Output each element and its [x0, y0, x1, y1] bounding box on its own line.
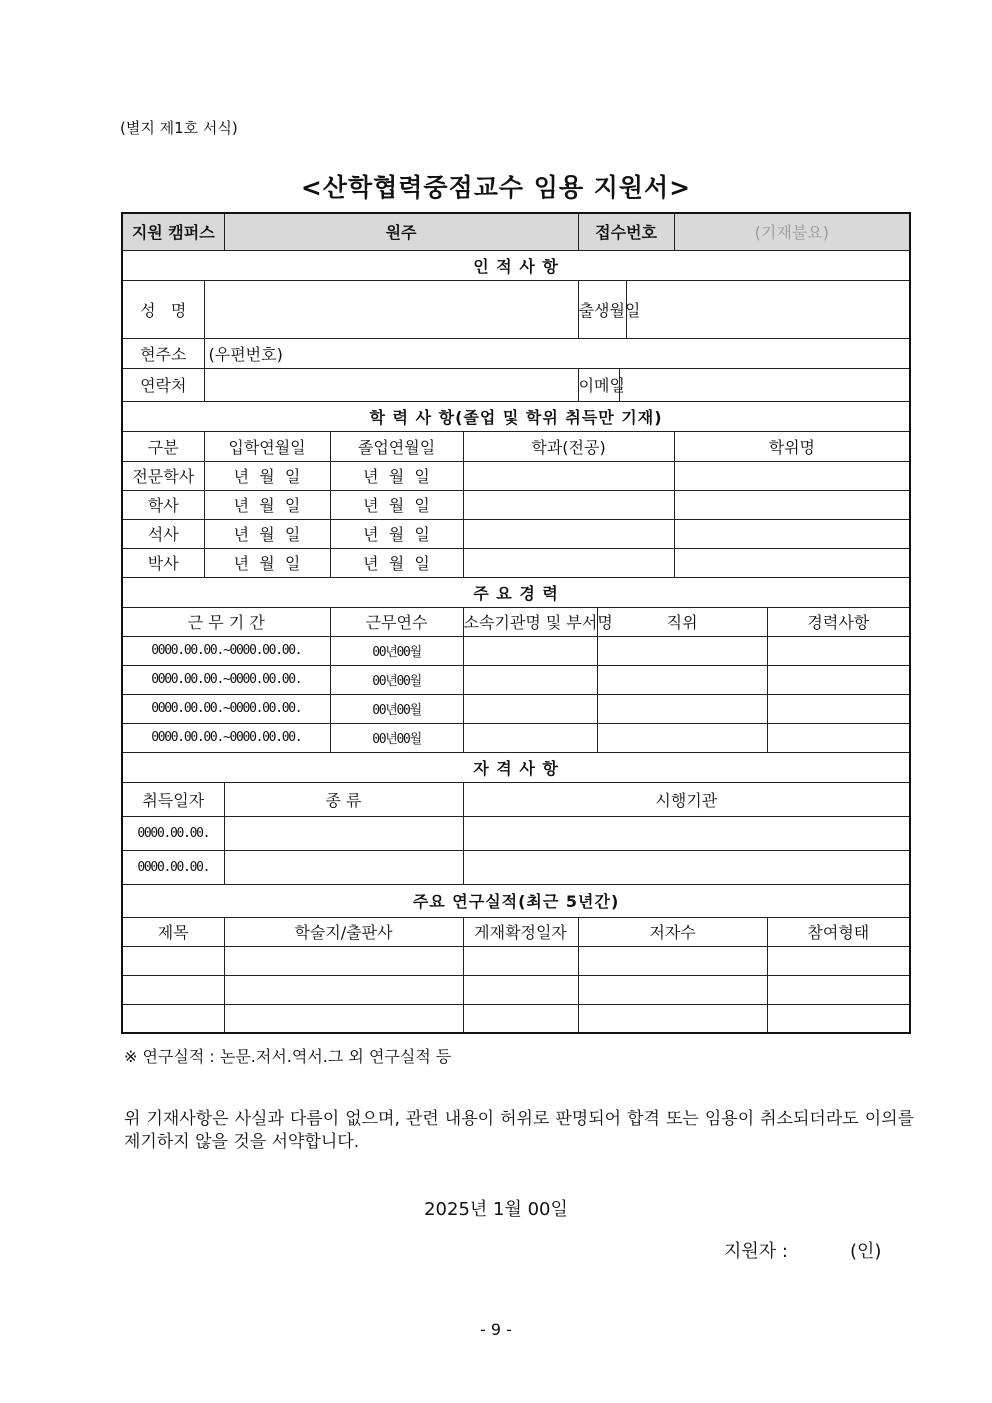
career-header: 경력사항: [767, 607, 910, 636]
work-period[interactable]: 0000.00.00.~0000.00.00.: [122, 723, 330, 752]
acquisition-date[interactable]: 0000.00.00.: [122, 850, 224, 884]
author-count-field[interactable]: [578, 946, 767, 975]
receipt-number-value: (기재불요): [674, 213, 910, 250]
career-row: [122, 694, 910, 723]
address-label: 현주소: [122, 338, 204, 368]
career-detail-field[interactable]: [767, 694, 910, 723]
research-row: [122, 975, 910, 1004]
work-years[interactable]: 00년00월: [330, 636, 463, 665]
career-header: 근무연수: [330, 607, 463, 636]
career-header: 소속기관명 및 부서명: [463, 607, 597, 636]
education-row: [122, 519, 910, 548]
career-section-title: 주 요 경 력: [122, 577, 910, 607]
degree-level: 학사: [122, 490, 204, 519]
publication-date-field[interactable]: [463, 975, 578, 1004]
degree-name-field[interactable]: [674, 490, 910, 519]
degree-name-field[interactable]: [674, 548, 910, 577]
journal-field[interactable]: [224, 946, 463, 975]
career-row: [122, 665, 910, 694]
qualification-header: 종 류: [224, 782, 463, 816]
publication-date-field[interactable]: [463, 946, 578, 975]
career-detail-field[interactable]: [767, 665, 910, 694]
major-field[interactable]: [463, 519, 674, 548]
education-row: [122, 461, 910, 490]
issuing-agency-field[interactable]: [463, 816, 910, 850]
name-label: 성 명: [122, 280, 204, 338]
graduation-date[interactable]: 년 월 일: [330, 490, 463, 519]
major-field[interactable]: [463, 490, 674, 519]
application-form-table: [121, 212, 911, 1034]
research-header: 제목: [122, 917, 224, 946]
work-years[interactable]: 00년00월: [330, 665, 463, 694]
qualification-header: 취득일자: [122, 782, 224, 816]
entry-date[interactable]: 년 월 일: [204, 548, 330, 577]
education-section-title: 학 력 사 항(졸업 및 학위 취득만 기재): [122, 401, 910, 431]
work-years[interactable]: 00년00월: [330, 723, 463, 752]
qualification-header-row: [122, 782, 910, 816]
research-note: ※ 연구실적 : 논문.저서.역서.그 외 연구실적 등: [124, 1047, 452, 1066]
campus-row: [122, 213, 910, 250]
entry-date[interactable]: 년 월 일: [204, 490, 330, 519]
career-header-row: [122, 607, 910, 636]
education-row: [122, 548, 910, 577]
research-header-row: [122, 917, 910, 946]
degree-level: 석사: [122, 519, 204, 548]
work-period[interactable]: 0000.00.00.~0000.00.00.: [122, 694, 330, 723]
research-row: [122, 1004, 910, 1033]
education-header: 졸업연월일: [330, 431, 463, 461]
degree-name-field[interactable]: [674, 519, 910, 548]
work-years[interactable]: 00년00월: [330, 694, 463, 723]
qualification-section-title: 자 격 사 항: [122, 752, 910, 782]
career-header: 직위: [597, 607, 767, 636]
acquisition-date[interactable]: 0000.00.00.: [122, 816, 224, 850]
graduation-date[interactable]: 년 월 일: [330, 461, 463, 490]
research-header: 학술지/출판사: [224, 917, 463, 946]
application-date: 2025년 1월 00일: [424, 1199, 568, 1220]
organization-field[interactable]: [463, 665, 597, 694]
birth-date-label: 출생월일: [578, 280, 626, 338]
research-header: 게재확정일자: [463, 917, 578, 946]
graduation-date[interactable]: 년 월 일: [330, 519, 463, 548]
research-title-field[interactable]: [122, 1004, 224, 1033]
publication-date-field[interactable]: [463, 1004, 578, 1033]
entry-date[interactable]: 년 월 일: [204, 461, 330, 490]
document-title: <산학협력중점교수 임용 지원서>: [300, 173, 692, 202]
email-label: 이메일: [578, 368, 619, 401]
research-row: [122, 946, 910, 975]
career-header: 근 무 기 간: [122, 607, 330, 636]
birth-date-field[interactable]: [626, 280, 910, 338]
contact-field[interactable]: [204, 368, 578, 401]
seal-mark[interactable]: (인): [850, 1241, 882, 1262]
education-header-row: [122, 431, 910, 461]
page-number: - 9 -: [480, 1320, 512, 1339]
campus-value: 원주: [224, 213, 578, 250]
journal-field[interactable]: [224, 1004, 463, 1033]
qualification-type-field[interactable]: [224, 816, 463, 850]
position-field[interactable]: [597, 723, 767, 752]
position-field[interactable]: [597, 694, 767, 723]
research-section-title: 주요 연구실적(최근 5년간): [122, 884, 910, 917]
participation-field[interactable]: [767, 975, 910, 1004]
research-title-field[interactable]: [122, 975, 224, 1004]
form-number-note: (별지 제1호 서식): [120, 119, 238, 137]
degree-name-field[interactable]: [674, 461, 910, 490]
journal-field[interactable]: [224, 975, 463, 1004]
author-count-field[interactable]: [578, 1004, 767, 1033]
major-field[interactable]: [463, 548, 674, 577]
pledge-statement: 위 기재사항은 사실과 다름이 없으며, 관련 내용이 허위로 판명되어 합격 또는 임용이 취소되더라도 이의를 제기하지 않을 것을 서약합니다.: [124, 1109, 914, 1152]
education-header: 학과(전공): [463, 431, 674, 461]
education-header: 입학연월일: [204, 431, 330, 461]
address-row: [122, 338, 910, 368]
work-period[interactable]: 0000.00.00.~0000.00.00.: [122, 636, 330, 665]
applicant-label: 지원자 :: [724, 1241, 788, 1262]
qualification-type-field[interactable]: [224, 850, 463, 884]
education-header: 구분: [122, 431, 204, 461]
contact-row: [122, 368, 910, 401]
organization-field[interactable]: [463, 723, 597, 752]
personal-section-title: 인 적 사 항: [122, 250, 910, 280]
qualification-row: [122, 816, 910, 850]
position-field[interactable]: [597, 665, 767, 694]
graduation-date[interactable]: 년 월 일: [330, 548, 463, 577]
receipt-number-label: 접수번호: [578, 213, 674, 250]
qualification-row: [122, 850, 910, 884]
career-row: [122, 723, 910, 752]
degree-level: 박사: [122, 548, 204, 577]
name-field[interactable]: [204, 280, 578, 338]
name-row: [122, 280, 910, 338]
career-detail-field[interactable]: [767, 636, 910, 665]
author-count-field[interactable]: [578, 975, 767, 1004]
career-row: [122, 636, 910, 665]
organization-field[interactable]: [463, 694, 597, 723]
participation-field[interactable]: [767, 946, 910, 975]
address-field[interactable]: (우편번호): [204, 338, 910, 368]
education-header: 학위명: [674, 431, 910, 461]
career-detail-field[interactable]: [767, 723, 910, 752]
degree-level: 전문학사: [122, 461, 204, 490]
campus-label: 지원 캠퍼스: [122, 213, 224, 250]
contact-label: 연락처: [122, 368, 204, 401]
qualification-header: 시행기관: [463, 782, 910, 816]
participation-field[interactable]: [767, 1004, 910, 1033]
issuing-agency-field[interactable]: [463, 850, 910, 884]
major-field[interactable]: [463, 461, 674, 490]
work-period[interactable]: 0000.00.00.~0000.00.00.: [122, 665, 330, 694]
organization-field[interactable]: [463, 636, 597, 665]
position-field[interactable]: [597, 636, 767, 665]
research-header: 참여형태: [767, 917, 910, 946]
entry-date[interactable]: 년 월 일: [204, 519, 330, 548]
education-row: [122, 490, 910, 519]
research-header: 저자수: [578, 917, 767, 946]
research-title-field[interactable]: [122, 946, 224, 975]
email-field[interactable]: [619, 368, 910, 401]
